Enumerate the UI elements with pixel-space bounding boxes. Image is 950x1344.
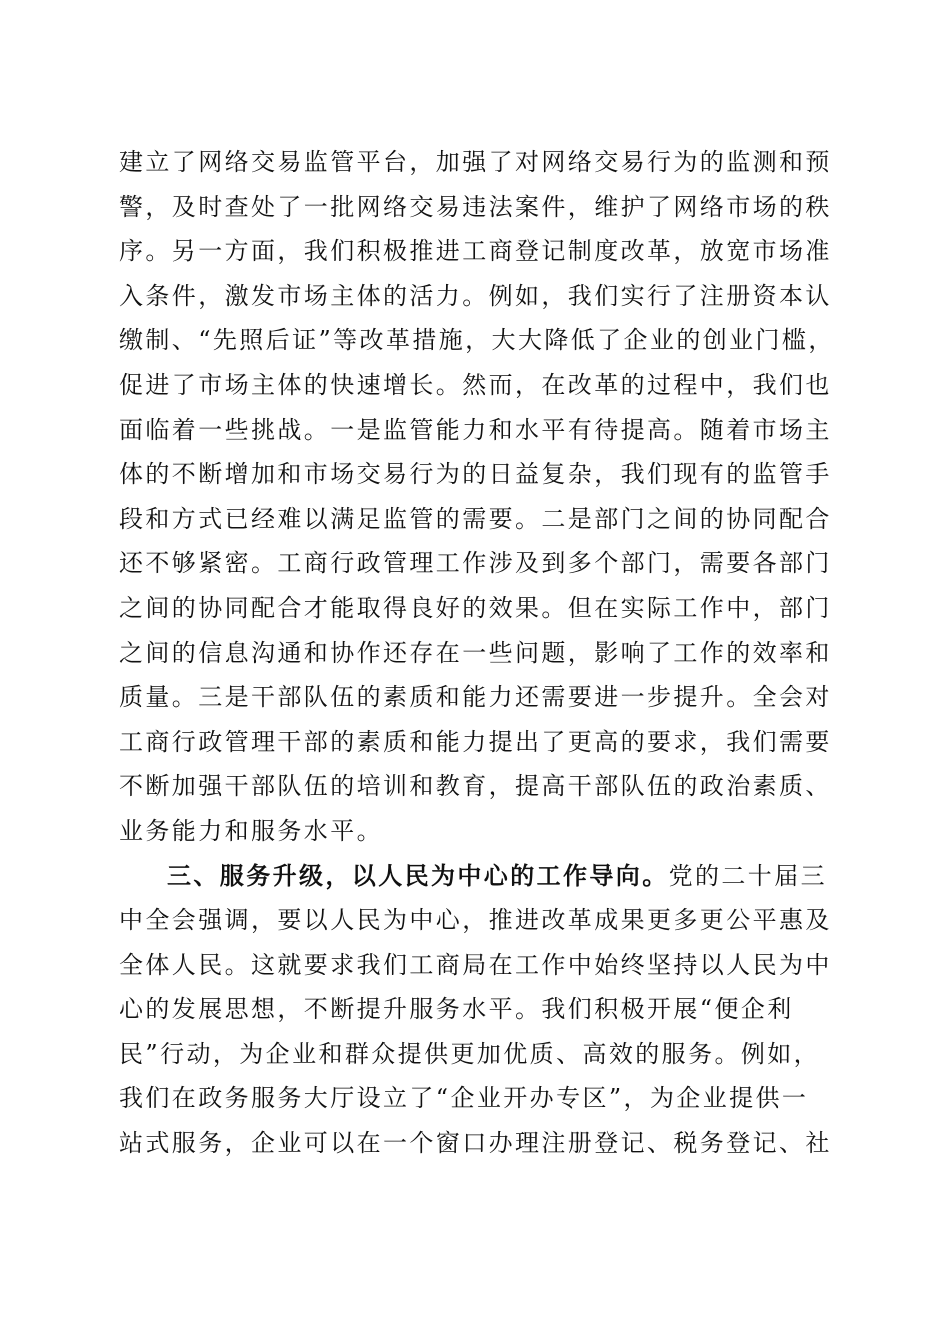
text-line: 入条件，激发市场主体的活力。例如，我们实行了注册资本认: [119, 281, 832, 310]
text-line: 缴制、“先照后证”等改革措施，大大降低了企业的创业门槛，: [119, 326, 835, 355]
text-line: 业务能力和服务水平。: [119, 816, 383, 845]
text-line: 我们在政务服务大厅设立了“企业开办专区”，为企业提供一: [119, 1084, 809, 1113]
text-line: 建立了网络交易监管平台，加强了对网络交易行为的监测和预: [119, 148, 832, 176]
text-line: 不断加强干部队伍的培训和教育，提高干部队伍的政治素质、: [119, 772, 832, 801]
section-heading: 三、服务升级，以人民为中心的工作导向。: [167, 861, 669, 890]
text-line: 序。另一方面，我们积极推进工商登记制度改革，放宽市场准: [119, 237, 832, 266]
paragraph-1: [119, 140, 835, 854]
text-line: 体的不断增加和市场交易行为的日益复杂，我们现有的监管手: [119, 460, 832, 489]
paragraph-2: [119, 854, 831, 1166]
text-line: 民”行动，为企业和群众提供更加优质、高效的服务。例如，: [119, 1039, 821, 1068]
section-heading-line: [119, 854, 831, 899]
text-line: 心的发展思想，不断提升服务水平。我们积极开展“便企利: [119, 995, 794, 1024]
text-line: 工商行政管理干部的素质和能力提出了更高的要求，我们需要: [119, 727, 832, 756]
text-line: 警，及时查处了一批网络交易违法案件，维护了网络市场的秩: [119, 192, 832, 221]
text-line: 之间的协同配合才能取得良好的效果。但在实际工作中，部门: [119, 593, 832, 622]
text-line: 全体人民。这就要求我们工商局在工作中始终坚持以人民为中: [119, 950, 832, 979]
body-text: [119, 140, 835, 1166]
text-line: 站式服务，企业可以在一个窗口办理注册登记、税务登记、社: [119, 1129, 832, 1158]
text-line: 还不够紧密。工商行政管理工作涉及到多个部门，需要各部门: [119, 549, 832, 578]
heading-line-text: 党的二十届三: [668, 861, 828, 890]
text-line: 之间的信息沟通和协作还存在一些问题，影响了工作的效率和: [119, 638, 832, 667]
text-line: 促进了市场主体的快速增长。然而，在改革的过程中，我们也: [119, 370, 832, 399]
text-line: 中全会强调，要以人民为中心，推进改革成果更多更公平惠及: [119, 906, 832, 935]
text-line: 段和方式已经难以满足监管的需要。二是部门之间的协同配合: [119, 504, 832, 533]
text-line: 质量。三是干部队伍的素质和能力还需要进一步提升。全会对: [119, 683, 832, 712]
text-line: 面临着一些挑战。一是监管能力和水平有待提高。随着市场主: [119, 415, 832, 444]
